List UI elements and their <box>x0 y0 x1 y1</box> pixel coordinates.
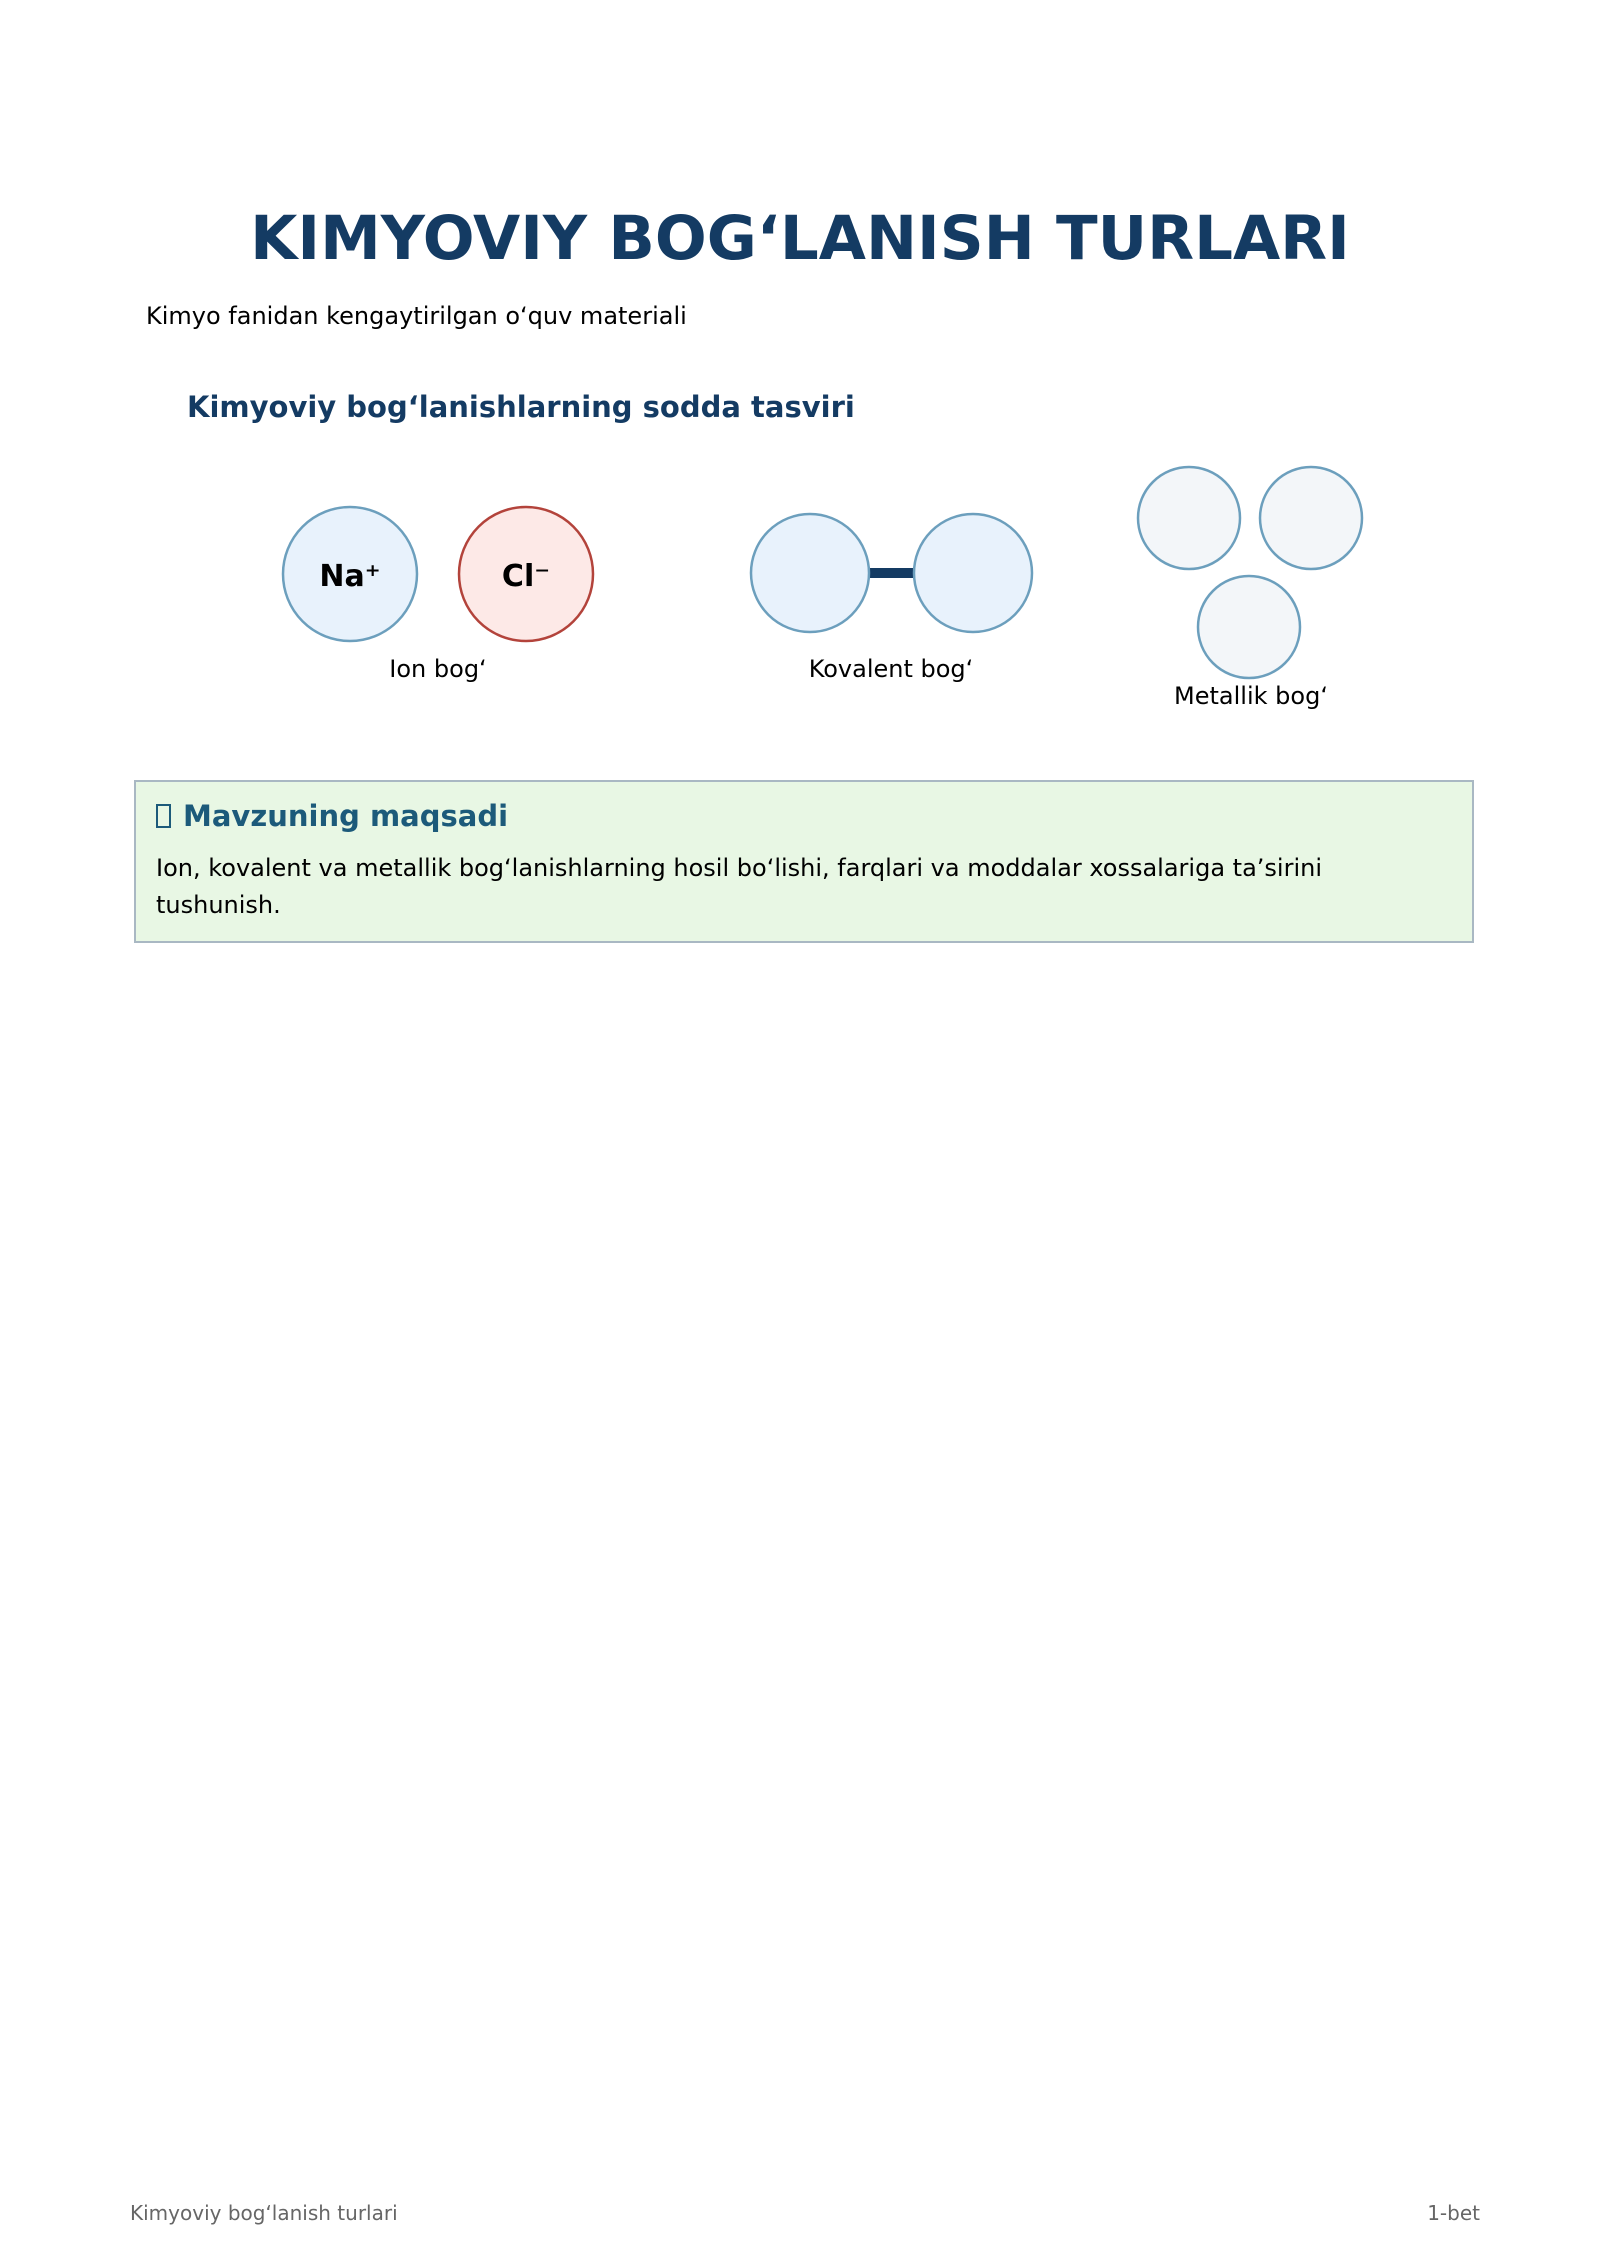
sodium-ion-label: Na⁺ <box>319 559 381 594</box>
target-icon <box>156 804 171 828</box>
bond-types-diagram <box>0 0 1600 760</box>
goal-heading <box>156 796 1452 836</box>
metal-atom-top-right <box>1260 467 1362 569</box>
diagram-heading: Kimyoviy bog‘lanishlarning sodda tasviri <box>187 390 855 424</box>
ionic-bond-caption: Ion bog‘ <box>389 655 487 683</box>
metal-atom-top-left <box>1138 467 1240 569</box>
covalent-atom-right <box>914 514 1032 632</box>
footer-page-number: 1-bet <box>1427 2201 1480 2225</box>
page-subtitle: Kimyo fanidan kengaytirilgan o‘quv materiali <box>146 302 687 330</box>
footer-document-title: Kimyoviy bog‘lanish turlari <box>130 2201 398 2225</box>
goal-heading-label: Mavzuning maqsadi <box>183 799 509 833</box>
covalent-bond-illustration <box>751 514 1032 683</box>
covalent-atom-left <box>751 514 869 632</box>
goal-text: Ion, kovalent va metallik bog‘lanishlarning hosil bo‘lishi, farqlari va moddalar xossalariga ta’sirini tushunish. <box>156 854 1322 919</box>
metallic-bond-illustration <box>1138 467 1362 710</box>
chloride-ion-label: Cl⁻ <box>501 559 551 594</box>
goal-box <box>134 780 1474 943</box>
metal-atom-bottom <box>1198 576 1300 678</box>
page-title: KIMYOVIY BOG‘LANISH TURLARI <box>250 203 1350 274</box>
ionic-bond-illustration <box>283 507 593 683</box>
covalent-bond-caption: Kovalent bog‘ <box>808 655 974 683</box>
metallic-bond-caption: Metallik bog‘ <box>1174 682 1328 710</box>
